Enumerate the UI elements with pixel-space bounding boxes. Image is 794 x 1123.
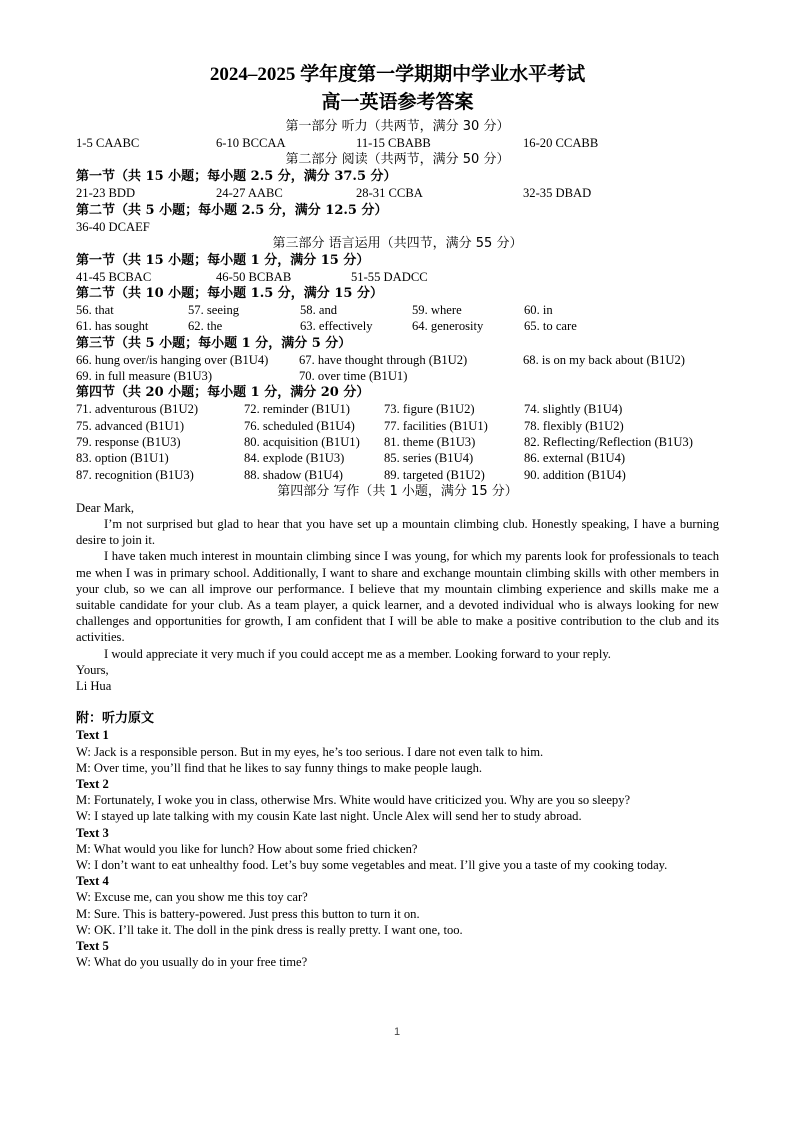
answer-key-page <box>76 62 719 970</box>
answer-cell: 1-5 CAABC <box>76 136 140 150</box>
part3-section4-row <box>76 467 719 483</box>
transcript-line: W: OK. I’ll take it. The doll in the pink dress is really pretty. I want one, too. <box>76 922 463 937</box>
answer-cell: 74. slightly (B1U4) <box>524 402 623 417</box>
answer-cell: 80. acquisition (B1U1) <box>244 434 360 449</box>
letter-paragraph: I’m not surprised but glad to hear that you have set up a mountain climbing club. Honestly speaking, I have a burning desire to join it. <box>76 517 719 548</box>
answer-cell: 73. figure (B1U2) <box>384 402 475 417</box>
part3-section1-heading: 第一节（共 15 小题；每小题 1 分，满分 15 分） <box>76 252 370 268</box>
answer-cell: 68. is on my back about (B1U2) <box>523 352 685 367</box>
answer-cell: 64. generosity <box>412 319 484 334</box>
answer-cell: 36-40 DCAEF <box>76 219 150 234</box>
answer-cell: 79. response (B1U3) <box>76 434 181 449</box>
answer-cell: 6-10 BCCAA <box>216 136 286 150</box>
answer-cell: 61. has sought <box>76 319 149 334</box>
answer-cell: 89. targeted (B1U2) <box>384 467 485 482</box>
transcript-line: W: What do you usually do in your free time? <box>76 955 308 970</box>
transcript-label: Text 3 <box>76 825 109 840</box>
answer-cell: 75. advanced (B1U1) <box>76 418 185 433</box>
transcript-label: Text 5 <box>76 938 109 953</box>
part3-section4-heading: 第四节（共 20 小题；每小题 1 分，满分 20 分） <box>76 385 370 401</box>
answer-cell: 86. external (B1U4) <box>524 451 626 466</box>
answer-cell: 46-50 BCBAB <box>216 269 292 284</box>
answer-cell: 69. in full measure (B1U3) <box>76 369 213 384</box>
answer-cell: 63. effectively <box>300 319 373 334</box>
answer-cell: 76. scheduled (B1U4) <box>244 418 355 433</box>
transcript-label: Text 4 <box>76 874 109 889</box>
answer-cell: 56. that <box>76 303 114 318</box>
transcript-label: Text 1 <box>76 728 109 743</box>
answer-cell: 77. facilities (B1U1) <box>384 418 488 433</box>
answer-cell: 90. addition (B1U4) <box>524 467 626 482</box>
page-subtitle: 高一英语参考答案 <box>321 92 474 113</box>
part3-section4-row <box>76 401 719 417</box>
answer-cell: 81. theme (B1U3) <box>384 434 476 449</box>
transcript-line: W: I don’t want to eat unhealthy food. Let’s buy some vegetables and meat. I’ll give you a taste of my cooking today. <box>76 857 668 872</box>
part2-section2-answers-row <box>76 219 719 235</box>
answer-cell: 83. option (B1U1) <box>76 451 169 466</box>
letter-salutation: Dear Mark, <box>76 500 135 515</box>
answer-cell: 70. over time (B1U1) <box>299 369 408 384</box>
answer-cell: 60. in <box>524 303 553 318</box>
letter-paragraph: I have taken much interest in mountain climbing since I was young, for which my parents look for professionals to teach me when I was in primary school. Additionally, I want to share and exchange mountain climbing skills with other members in your club, so we can all improve our performance. I believe that my mountain climbing experience and skills make me a suitable candidate for your club. As a team player, a quick learner, and a devoted individual who is always looking for new challenges and opportunities for growth, I am confident that I will be able to make a positive contribution to the club and its activities. <box>76 549 719 645</box>
answer-cell: 59. where <box>412 303 462 318</box>
answer-cell: 78. flexibly (B1U2) <box>524 418 624 433</box>
part2-section1-answers-row <box>76 185 719 201</box>
sample-essay <box>76 500 719 694</box>
answer-cell: 72. reminder (B1U1) <box>244 402 350 417</box>
answer-cell: 11-15 CBABB <box>356 136 431 150</box>
part3-heading: 第三部分 语言运用（共四节，满分 55 分） <box>272 235 523 251</box>
answer-cell: 66. hung over/is hanging over (B1U4) <box>76 352 269 367</box>
part3-section2-row <box>76 302 719 318</box>
part3-section3-heading: 第三节（共 5 小题；每小题 1 分，满分 5 分） <box>76 335 352 351</box>
part2-section1-heading: 第一节（共 15 小题；每小题 2.5 分，满分 37.5 分） <box>76 169 397 185</box>
transcript-line: M: Fortunately, I woke you in class, otherwise Mrs. White would have criticized you. Why are you so sleepy? <box>76 793 631 808</box>
answer-cell: 28-31 CCBA <box>356 186 423 201</box>
transcript-line: W: Excuse me, can you show me this toy car? <box>76 890 308 905</box>
answer-cell: 85. series (B1U4) <box>384 451 474 466</box>
letter-closing: Yours, <box>76 662 109 677</box>
part1-heading: 第一部分 听力（共两节，满分 30 分） <box>285 119 510 134</box>
appendix-heading: 附：听力原文 <box>76 711 155 727</box>
answer-cell: 41-45 BCBAC <box>76 269 152 284</box>
part3-section3-row <box>76 368 719 384</box>
transcript-line: M: Sure. This is battery-powered. Just press this button to turn it on. <box>76 906 420 921</box>
answer-cell: 51-55 DADCC <box>351 269 428 284</box>
answer-cell: 82. Reflecting/Reflection (B1U3) <box>524 434 693 449</box>
answer-cell: 24-27 AABC <box>216 186 283 201</box>
part3-section3-row <box>76 352 719 368</box>
letter-signature: Li Hua <box>76 679 112 694</box>
transcript-label: Text 2 <box>76 776 109 791</box>
answer-cell: 21-23 BDD <box>76 186 136 201</box>
answer-cell: 62. the <box>188 319 223 334</box>
answer-cell: 32-35 DBAD <box>523 186 592 201</box>
part3-section4-row <box>76 418 719 434</box>
transcript-line: M: What would you like for lunch? How about some fried chicken? <box>76 841 418 856</box>
answer-cell: 57. seeing <box>188 303 240 318</box>
part2-section2-heading: 第二节（共 5 小题；每小题 2.5 分，满分 12.5 分） <box>76 202 388 218</box>
transcript-line: M: Over time, you’ll find that he likes to say funny things to make people laugh. <box>76 760 483 775</box>
part2-heading: 第二部分 阅读（共两节，满分 50 分） <box>285 152 510 168</box>
part4-heading: 第四部分 写作（共 1 小题，满分 15 分） <box>277 483 518 499</box>
part3-section4-row <box>76 434 719 450</box>
answer-cell: 84. explode (B1U3) <box>244 451 345 466</box>
answer-cell: 67. have thought through (B1U2) <box>299 352 468 367</box>
answer-cell: 71. adventurous (B1U2) <box>76 402 199 417</box>
answer-cell: 65. to care <box>524 319 577 334</box>
page-title: 2024–2025 学年度第一学期期中学业水平考试 <box>209 64 586 85</box>
transcript-line: W: Jack is a responsible person. But in my eyes, he’s too serious. I dare not even talk to him. <box>76 744 544 759</box>
answer-cell: 58. and <box>300 303 338 318</box>
part3-section2-heading: 第二节（共 10 小题；每小题 1.5 分，满分 15 分） <box>76 286 383 302</box>
part3-section2-row <box>76 318 719 334</box>
answer-cell: 88. shadow (B1U4) <box>244 467 343 482</box>
answer-cell: 16-20 CCABB <box>523 136 599 150</box>
answer-cell: 87. recognition (B1U3) <box>76 467 194 482</box>
part3-section4-row <box>76 450 719 466</box>
transcript-line: W: I stayed up late talking with my cousin Kate last night. Uncle Alex will send her to study abroad. <box>76 809 582 824</box>
part1-answers-row <box>76 135 719 151</box>
part3-section1-answers-row <box>76 269 719 285</box>
letter-paragraph: I would appreciate it very much if you could accept me as a member. Looking forward to your reply. <box>104 646 611 661</box>
page-number: 1 <box>393 1026 401 1038</box>
